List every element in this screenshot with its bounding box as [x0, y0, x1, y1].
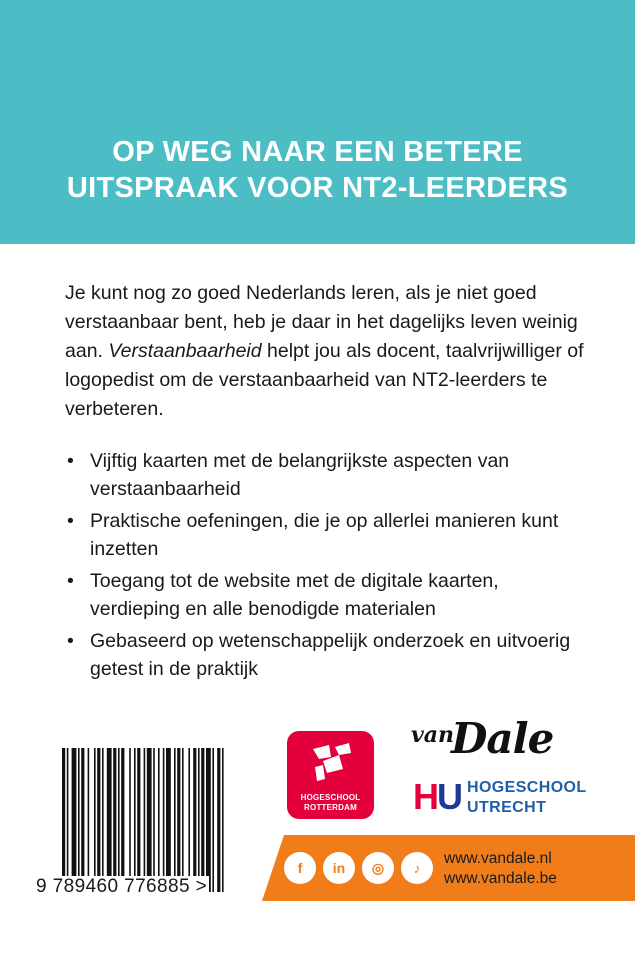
website-links — [444, 849, 557, 889]
bullet-icon: • — [67, 450, 74, 472]
tiktok-icon[interactable]: ♪ — [401, 852, 433, 884]
feature-list — [65, 447, 585, 687]
intro-book-name: Verstaanbaarheid — [108, 340, 262, 362]
bullet-icon: • — [67, 570, 74, 592]
hu-mark-icon: HU — [413, 776, 461, 817]
van-dale-logo: van Dale — [411, 714, 554, 763]
barcode-icon — [62, 748, 230, 892]
title-line-1: OP WEG NAAR EEN BETERE — [112, 136, 523, 168]
intro-text-2: helpt jou als docent, taalvrijwilliger of logopedist om de verstaanbaarheid van NT2-leerders te verbeteren. — [65, 340, 584, 420]
bullet-icon: • — [67, 630, 74, 652]
list-item: • Toegang tot de website met de digitale kaarten, verdieping en alle benodigde materialen — [65, 567, 585, 623]
title-line-2: UITSPRAAK VOOR NT2-LEERDERS — [66, 172, 569, 204]
barcode-arrow: > — [195, 876, 208, 897]
book-title — [0, 134, 635, 206]
hogeschool-rotterdam-logo: HOGESCHOOL ROTTERDAM — [287, 731, 374, 819]
title-banner — [0, 0, 635, 244]
facebook-icon[interactable]: f — [284, 852, 316, 884]
linkedin-icon[interactable]: in — [323, 852, 355, 884]
list-item: • Vijftig kaarten met de belangrijkste aspecten van verstaanbaarheid — [65, 447, 585, 503]
intro-paragraph — [65, 279, 585, 424]
intro-text-1: Je kunt nog zo goed Nederlands leren, als je niet goed verstaanbaar bent, heb je daar in het dagelijks leven weinig aan. — [65, 282, 578, 362]
list-item: • Praktische oefeningen, die je op allerlei manieren kunt inzetten — [65, 507, 585, 563]
instagram-icon[interactable]: ◎ — [362, 852, 394, 884]
rotterdam-mark-icon — [309, 741, 353, 785]
link-vandale-be[interactable]: www.vandale.be — [444, 870, 557, 887]
bullet-icon: • — [67, 510, 74, 532]
list-item: • Gebaseerd op wetenschappelijk onderzoek en uitvoerig getest in de praktijk — [65, 627, 585, 683]
link-vandale-nl[interactable]: www.vandale.nl — [444, 850, 552, 867]
hogeschool-utrecht-logo: HU HOGESCHOOL UTRECHT — [413, 776, 587, 817]
isbn-number: 9 789460 776885 > — [36, 876, 208, 897]
